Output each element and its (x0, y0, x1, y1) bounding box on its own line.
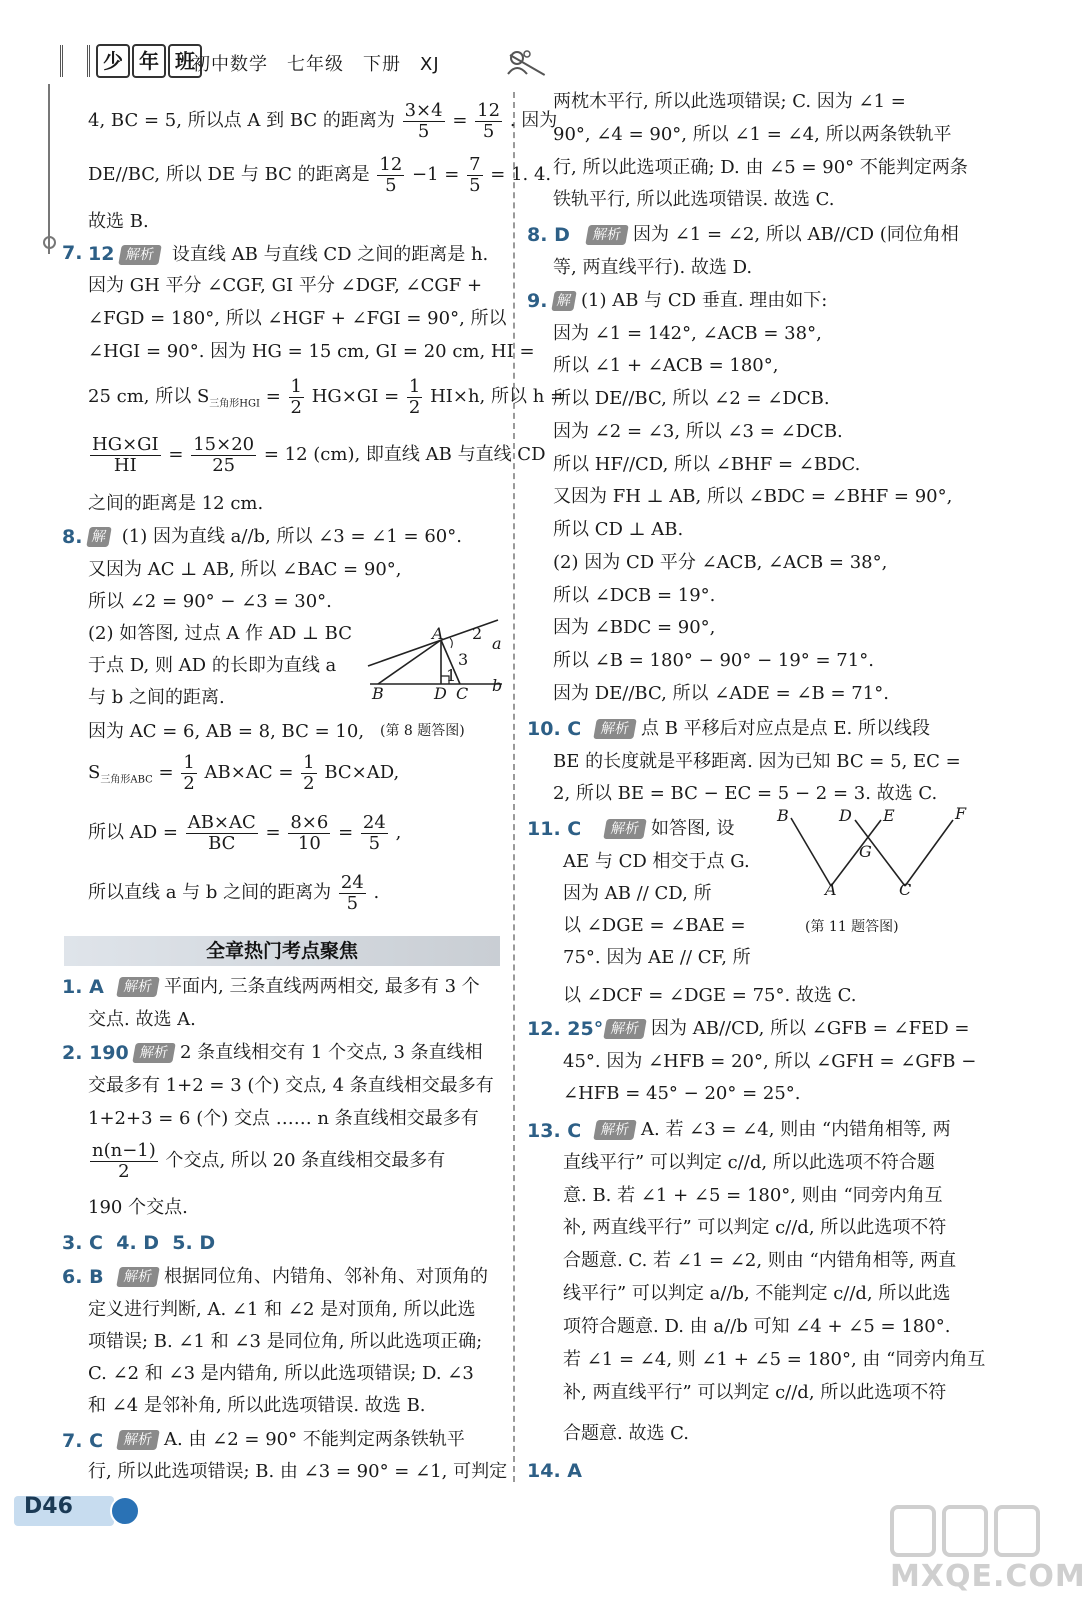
segment-ae (831, 820, 881, 886)
fraction: $\frac{12}{5}$ (379, 153, 403, 196)
figure-label: 1 (446, 666, 457, 685)
fraction: $\frac{AB\times AC}{BC}$ (187, 811, 256, 854)
text-line: 铁轨平行, 所以此选项错误. 故选 C. (553, 189, 835, 210)
fraction: $\frac{24}{5}$ (362, 811, 386, 854)
logo-char: 班 (168, 44, 202, 78)
segment-cf (905, 820, 953, 886)
text-line: 所以 ∠1 + ∠ACB = 180°, (553, 355, 779, 376)
text-line: 又因为 FH ⊥ AB, 所以 ∠BDC = ∠BHF = 90°, (553, 486, 953, 507)
question-number: 14. A (527, 1460, 583, 1482)
figure-label: 3 (458, 650, 469, 669)
analysis-badge: 解析 (593, 1120, 637, 1140)
text-line: C. ∠2 和 ∠3 是内错角, 所以此选项错误; D. ∠3 (88, 1363, 474, 1384)
text-line: 等, 两直线平行). 故选 D. (553, 257, 753, 278)
text-line: 解析 2 条直线相交有 1 个交点, 3 条直线相 (134, 1037, 483, 1069)
question-number: 7. (62, 242, 83, 264)
figure-label: A (825, 880, 837, 899)
text-line: 解析 A. 若 ∠3 = ∠4, 则由 “内错角相等, 两 (595, 1114, 951, 1146)
footer-bubble-icon (110, 1496, 140, 1526)
text-line: ∠FGD = 180°, 所以 ∠HGF + ∠FGI = 90°, 所以 (88, 308, 507, 329)
text-line: 解析 因为 ∠1 = ∠2, 所以 AB//CD (同位角相 (587, 219, 959, 251)
text-line: 交最多有 1+2 = 3 (个) 交点, 4 条直线相交最多有 (88, 1075, 494, 1096)
text-line: (2) 因为 CD 平分 ∠ACB, ∠ACB = 38°, (553, 552, 888, 573)
text-line: ∠HGI = 90°. 因为 HG = 15 cm, GI = 20 cm, HI = (88, 341, 535, 362)
question-number: 2. 190 (62, 1042, 129, 1064)
reader-icon (505, 48, 533, 76)
question-number: 6. B (62, 1266, 104, 1288)
figure-caption: (第 11 题答图) (805, 919, 899, 935)
text-line: 解 (1) 因为直线 a//b, 所以 ∠3 = ∠1 = 60°. (88, 521, 462, 553)
figure-label: E (883, 806, 895, 825)
text-line: 行, 所以此选项错误; B. 由 ∠3 = 90° = ∠1, 可判定 (88, 1461, 508, 1482)
question-number: 8. D (527, 224, 570, 246)
text-line: 两枕木平行, 所以此选项错误; C. 因为 ∠1 = (553, 91, 906, 112)
text-line: 因为 AB // CD, 所 (563, 883, 712, 904)
analysis-badge: 解析 (118, 245, 162, 265)
page-footer (14, 1488, 134, 1528)
question-number: 12. 25° (527, 1018, 604, 1040)
text-line: 因为 ∠2 = ∠3, 所以 ∠3 = ∠DCB. (553, 421, 843, 442)
logo-char: 年 (132, 44, 166, 78)
figure-label: b (492, 676, 503, 695)
text-line: 12 解析 设直线 AB 与直线 CD 之间的距离是 h. (88, 243, 489, 265)
solution-badge: 解 (551, 291, 577, 311)
figure-label: 2 (472, 624, 483, 643)
figure-label: C (456, 684, 469, 703)
figure-label: a (492, 634, 502, 653)
analysis-badge: 解析 (116, 977, 160, 997)
fraction: $\frac{12}{5}$ (477, 99, 501, 142)
figure-label: D (839, 806, 852, 825)
text-line: 与 b 之间的距离. (88, 687, 225, 708)
text-line: 解析 如答图, 设 (605, 813, 734, 845)
text-line: 解析 平面内, 三条直线两两相交, 最多有 3 个 (118, 971, 480, 1003)
text-line: 因为 GH 平分 ∠CGF, GI 平分 ∠DGF, ∠CGF + (88, 275, 483, 296)
solution-badge: 解 (86, 527, 112, 547)
figure-label: G (859, 842, 872, 861)
text-line: 因为 AC = 6, AB = 8, BC = 10, (88, 721, 365, 742)
margin-hook-ring (43, 236, 56, 249)
text-line: 因为 DE//BC, 所以 ∠ADE = ∠B = 71°. (553, 683, 889, 704)
question-number: 11. C (527, 818, 582, 840)
text-line: 所以 CD ⊥ AB. (553, 519, 684, 540)
text-line: 补, 两直线平行” 可以判定 c//d, 所以此选项不符 (563, 1217, 947, 1238)
fraction: $\frac{1}{2}$ (408, 375, 421, 418)
fraction: $\frac{24}{5}$ (340, 871, 364, 914)
text-line: DE//BC, 所以 DE 与 BC 的距离是 $\frac{12}{5}$ −1 = $\frac{7}{5}$ = 1. 4. (88, 153, 552, 196)
text-line: 定义进行判断, A. ∠1 和 ∠2 是对顶角, 所以此选 (88, 1299, 476, 1320)
figure-label: A (432, 624, 444, 643)
text-line: 190 个交点. (88, 1197, 188, 1218)
text-line: 又因为 AC ⊥ AB, 所以 ∠BAC = 90°, (88, 559, 402, 580)
text-line: 75°. 因为 AE // CF, 所 (563, 947, 751, 968)
text-line: 所以 ∠B = 180° − 90° − 19° = 71°. (553, 650, 874, 671)
text-line: 所以 ∠DCB = 19°. (553, 585, 716, 606)
series-logo (60, 44, 202, 78)
text-line: 1+2+3 = 6 (个) 交点 …… n 条直线相交最多有 (88, 1108, 479, 1129)
figure-label: F (955, 804, 967, 823)
segment-ab (378, 640, 441, 684)
text-line: 交点. 故选 A. (88, 1009, 196, 1030)
text-line: 90°, ∠4 = 90°, 所以 ∠1 = ∠4, 所以两条铁轨平 (553, 124, 952, 145)
figure-caption: (第 8 题答图) (380, 723, 465, 739)
watermark (890, 1505, 1086, 1595)
header (60, 44, 540, 84)
figure-label: C (899, 880, 912, 899)
text-line: 4, BC = 5, 所以点 A 到 BC 的距离为 $\frac{3\times 4}{5}$ = $\frac{12}{5}$ . 因为 (88, 99, 558, 142)
logo-figure-icon (60, 45, 90, 77)
figure-label: B (777, 806, 789, 825)
text-line: 意. B. 若 ∠1 + ∠5 = 180°, 则由 “同旁内角互 (563, 1185, 943, 1206)
fraction: $\frac{3\times 4}{5}$ (404, 99, 443, 142)
text-line: 所以 DE//BC, 所以 ∠2 = ∠DCB. (553, 388, 830, 409)
analysis-badge: 解析 (603, 819, 647, 839)
text-line: 解析 点 B 平移后对应点是点 E. 所以线段 (595, 713, 930, 745)
text-line: 因为 ∠1 = 142°, ∠ACB = 38°, (553, 323, 822, 344)
question-number: 10. C (527, 718, 582, 740)
figure-label: B (372, 684, 384, 703)
header-subject: 初中数学 七年级 下册 XJ (192, 54, 440, 75)
text-line: BE 的长度就是平移距离. 因为已知 BC = 5, EC = (553, 751, 961, 772)
text-line: 解 (1) AB 与 CD 垂直. 理由如下: (553, 285, 827, 317)
analysis-badge: 解析 (603, 1019, 647, 1039)
question-number: 13. C (527, 1120, 582, 1142)
text-line: 合题意. 故选 C. (563, 1423, 690, 1444)
column-divider (513, 92, 515, 1482)
text-line: 合题意. C. 若 ∠1 = ∠2, 则由 “内错角相等, 两直 (563, 1250, 957, 1271)
analysis-badge: 解析 (116, 1267, 160, 1287)
text-line: 2, 所以 BE = BC − EC = 5 − 2 = 3. 故选 C. (553, 783, 938, 804)
text-line: 以 ∠DCF = ∠DGE = 75°. 故选 C. (563, 985, 857, 1006)
text-line: 以 ∠DGE = ∠BAE = (563, 915, 746, 936)
text-line: 所以 AD = $\frac{AB\times AC}{BC}$ = $\frac{8\times 6}{10}$ = $\frac{24}{5}$ , (88, 811, 402, 854)
text-line: 和 ∠4 是邻补角, 所以此选项错误. 故选 B. (88, 1395, 426, 1416)
fraction: $\frac{8\times 6}{10}$ (290, 811, 329, 854)
fraction: $\frac{HG\times GI}{HI}$ (92, 433, 159, 476)
question-number: 8. (62, 526, 83, 548)
text-line: 解析 因为 AB//CD, 所以 ∠GFB = ∠FED = (605, 1013, 969, 1045)
text-line: 所以 ∠2 = 90° − ∠3 = 30°. (88, 591, 332, 612)
analysis-badge: 解析 (585, 225, 629, 245)
question-number: 9. (527, 290, 548, 312)
fraction: $\frac{15\times 20}{25}$ (193, 433, 255, 476)
text-line: 线平行” 可以判定 a//b, 不能判定 c//d, 所以此选 (563, 1283, 951, 1304)
logo-char: 少 (96, 44, 130, 78)
text-line: 行, 所以此选项正确; D. 由 ∠5 = 90° 不能判定两条 (553, 157, 968, 178)
angle-arc (450, 638, 452, 648)
text-line: ∠HFB = 45° − 20° = 25°. (563, 1083, 801, 1104)
fraction: $\frac{1}{2}$ (303, 751, 315, 794)
analysis-badge: 解析 (116, 1430, 160, 1450)
text-line: 直线平行” 可以判定 c//d, 所以此选项不符合题 (563, 1152, 935, 1173)
text-line: 解析 A. 由 ∠2 = 90° 不能判定两条铁轨平 (118, 1424, 465, 1456)
text-line: 所以直线 a 与 b 之间的距离为 $\frac{24}{5}$ . (88, 871, 380, 914)
q11-figure (781, 812, 977, 908)
margin-hook (48, 84, 58, 254)
analysis-badge: 解析 (593, 719, 637, 739)
section-title: 全章热门考点聚焦 (64, 936, 500, 966)
analysis-badge: 解析 (132, 1043, 176, 1063)
question-number: 7. C (62, 1430, 104, 1452)
answer-value: 12 (88, 243, 115, 265)
watermark-logo-icon (890, 1505, 1040, 1555)
text-line: 项错误; B. ∠1 和 ∠3 是同位角, 所以此选项正确; (88, 1331, 483, 1352)
text-line: 若 ∠1 = ∠4, 则 ∠1 + ∠5 = 180°, 由 “同旁内角互 (563, 1349, 986, 1370)
text-line: 于点 D, 则 AD 的长即为直线 a (88, 655, 337, 676)
fraction: $\frac{1}{2}$ (183, 751, 195, 794)
text-line: 项符合题意. D. 由 a//b 可知 ∠4 + ∠5 = 180°. (563, 1316, 951, 1337)
text-line: (2) 如答图, 过点 A 作 AD ⊥ BC (88, 623, 352, 644)
text-line: $\frac{n(n-1)}{2}$ 个交点, 所以 20 条直线相交最多有 (92, 1139, 446, 1182)
watermark-text: MXQE.COM (890, 1559, 1086, 1594)
fraction: $\frac{7}{5}$ (469, 153, 481, 196)
text-line: 补, 两直线平行” 可以判定 c//d, 所以此选项不符 (563, 1382, 947, 1403)
page-number: D46 (24, 1494, 73, 1519)
figure-label: D (434, 684, 447, 703)
text-line: 故选 B. (88, 211, 149, 232)
fraction: $\frac{1}{2}$ (290, 375, 302, 418)
text-line: $S_{三角形ABC}$ = $\frac{1}{2}$ AB×AC = $\frac{1}{2}$ BC×AD, (88, 751, 400, 794)
text-line: $\frac{HG\times GI}{HI}$ = $\frac{15\times 20}{25}$ = 12 (cm), 即直线 AB 与直线 CD (92, 433, 546, 476)
question-number: 3. C 4. D 5. D (62, 1232, 216, 1254)
text-line: AE 与 CD 相交于点 G. (563, 851, 750, 872)
text-line: 因为 ∠BDC = 90°, (553, 617, 716, 638)
text-line: 所以 HF//CD, 所以 ∠BHF = ∠BDC. (553, 454, 861, 475)
fraction: $\frac{n(n-1)}{2}$ (92, 1139, 156, 1182)
text-line: 45°. 因为 ∠HFB = 20°, 所以 ∠GFH = ∠GFB − (563, 1051, 977, 1072)
segment-ba (791, 818, 831, 886)
question-number: 1. A (62, 976, 104, 998)
text-line: 25 cm, 所以 $S_{三角形HGI}$ = $\frac{1}{2}$ HG×GI = $\frac{1}{2}$ HI×h, 所以 h = (88, 375, 566, 418)
text-line: 解析 根据同位角、内错角、邻补角、对顶角的 (118, 1261, 488, 1293)
text-line: 之间的距离是 12 cm. (88, 493, 264, 514)
